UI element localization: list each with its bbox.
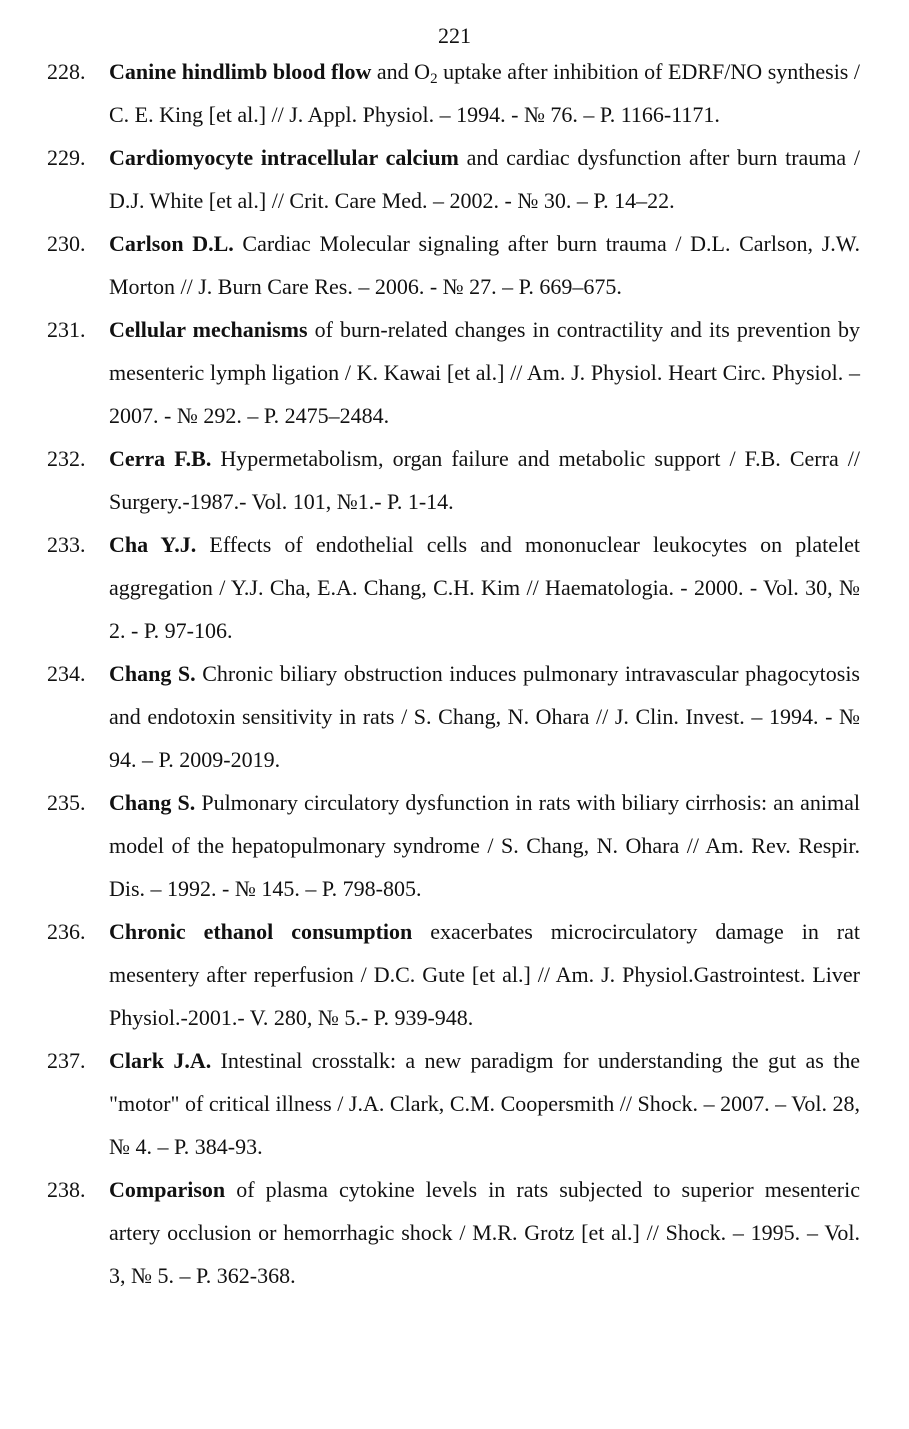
reference-lead: Clark J.A. bbox=[109, 1048, 212, 1073]
reference-subscript: 2 bbox=[430, 71, 438, 87]
reference-lead: Cha Y.J. bbox=[109, 532, 197, 557]
reference-text: of burn-related changes in contractility and its prevention by mesenteric lymph ligation / K. Kawai [et al.] // Am. J. Physiol. Heart Circ. Physiol. – 2007. - № 292. – P. 2475–2484. bbox=[109, 317, 860, 428]
reference-lead: Cardiomyocyte intracellular calcium bbox=[109, 145, 459, 170]
reference-text: exacerbates microcirculatory damage in rat mesentery after reperfusion / D.C. Gute [et al.] // Am. J. Physiol.Gastrointest. Liver Physiol.-2001.- V. 280, № 5.- P. 939-948. bbox=[109, 919, 860, 1030]
reference-lead: Cellular mechanisms bbox=[109, 317, 308, 342]
reference-item-232 bbox=[47, 437, 860, 523]
reference-lead: Comparison bbox=[109, 1177, 226, 1202]
reference-lead: Chronic ethanol consumption bbox=[109, 919, 413, 944]
reference-item-233 bbox=[47, 523, 860, 652]
reference-number: 233. bbox=[47, 532, 86, 557]
reference-number: 237. bbox=[47, 1048, 86, 1073]
reference-item-231 bbox=[47, 308, 860, 437]
reference-lead: Cerra F.B. bbox=[109, 446, 212, 471]
reference-item-230 bbox=[47, 222, 860, 308]
reference-text: and cardiac dysfunction after burn trauma / D.J. White [et al.] // Crit. Care Med. – 2002. - № 30. – P. 14–22. bbox=[109, 145, 861, 213]
reference-number: 232. bbox=[47, 446, 86, 471]
reference-lead: Chang S. bbox=[109, 661, 196, 686]
reference-text: Intestinal crosstalk: a new paradigm for understanding the gut as the "motor" of critical illness / J.A. Clark, C.M. Coopersmith // Shock. – 2007. – Vol. 28, № 4. – P. 384-93. bbox=[109, 1048, 860, 1159]
page-number: 221 bbox=[438, 23, 471, 48]
reference-text: of plasma cytokine levels in rats subjected to superior mesenteric artery occlusion or hemorrhagic shock / M.R. Grotz [et al.] // Shock. – 1995. – Vol. 3, № 5. – P. 362-368. bbox=[109, 1177, 860, 1288]
reference-item-238 bbox=[47, 1168, 860, 1297]
reference-item-235 bbox=[47, 781, 860, 910]
reference-text: uptake after inhibition of EDRF/NO synthesis / C. E. King [et al.] // J. Appl. Physiol. – 1994. - № 76. – P. 1166-1171. bbox=[109, 59, 861, 127]
reference-text: and O bbox=[371, 59, 431, 84]
reference-number: 236. bbox=[47, 919, 86, 944]
reference-item-229 bbox=[47, 136, 860, 222]
reference-item-234 bbox=[47, 652, 860, 781]
reference-number: 229. bbox=[47, 145, 86, 170]
reference-text: Chronic biliary obstruction induces pulmonary intravascular phagocytosis and endotoxin sensitivity in rats / S. Chang, N. Ohara // J. Clin. Invest. – 1994. - № 94. – P. 2009-2019. bbox=[109, 661, 860, 772]
reference-number: 235. bbox=[47, 790, 86, 815]
reference-item-236 bbox=[47, 910, 860, 1039]
reference-text: Hypermetabolism, organ failure and metabolic support / F.B. Cerra // Surgery.-1987.- Vol. 101, №1.- P. 1-14. bbox=[109, 446, 861, 514]
reference-lead: Canine hindlimb blood flow bbox=[109, 59, 372, 84]
reference-number: 228. bbox=[47, 59, 86, 84]
reference-lead: Carlson D.L. bbox=[109, 231, 234, 256]
reference-list bbox=[47, 50, 860, 1297]
reference-number: 238. bbox=[47, 1177, 86, 1202]
reference-text: Cardiac Molecular signaling after burn trauma / D.L. Carlson, J.W. Morton // J. Burn Care Res. – 2006. - № 27. – P. 669–675. bbox=[109, 231, 861, 299]
reference-lead: Chang S. bbox=[109, 790, 196, 815]
reference-number: 231. bbox=[47, 317, 86, 342]
reference-number: 234. bbox=[47, 661, 86, 686]
reference-number: 230. bbox=[47, 231, 86, 256]
reference-text: Pulmonary circulatory dysfunction in rats with biliary cirrhosis: an animal model of the hepatopulmonary syndrome / S. Chang, N. Ohara // Am. Rev. Respir. Dis. – 1992. - № 145. – P. 798-805. bbox=[109, 790, 861, 901]
reference-text: Effects of endothelial cells and mononuclear leukocytes on platelet aggregation / Y.J. Cha, E.A. Chang, C.H. Kim // Haematologia. - 2000. - Vol. 30, № 2. - P. 97-106. bbox=[109, 532, 860, 643]
reference-item-228 bbox=[47, 50, 860, 136]
reference-item-237 bbox=[47, 1039, 860, 1168]
